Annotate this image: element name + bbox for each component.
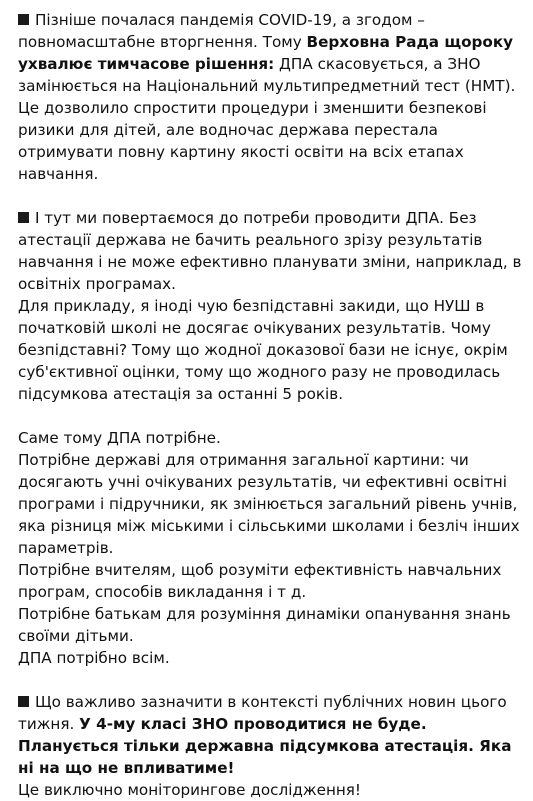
- black-square-bullet-icon: [18, 696, 29, 707]
- why-dpa-line-5: ДПА потрібно всім.: [18, 649, 170, 667]
- why-dpa-line-1: Саме тому ДПА потрібне.: [18, 429, 221, 447]
- news-end-text: Це виключно моніторингове дослідження!: [18, 781, 362, 799]
- paragraph-news: [18, 691, 527, 801]
- news-bold-text: У 4-му класі ЗНО проводитися не буде. Планується тільки державна підсумкова атестація. Яка ні на що не впливатиме!: [18, 715, 512, 777]
- black-square-bullet-icon: [18, 212, 29, 223]
- black-square-bullet-icon: [18, 14, 29, 25]
- dpa-need-line: [18, 207, 527, 295]
- why-dpa-line-3: Потрібне вчителям, щоб розуміти ефективність навчальних програм, способів викладання і т д.: [18, 561, 502, 601]
- news-intro-text: Що важливо зазначити в контексті публічних новин цього тижня.: [18, 693, 507, 733]
- dpa-need-text: І тут ми повертаємося до потреби проводити ДПА. Без атестації держава не бачить реального зрізу результатів навчання і не може ефективно планувати зміни, наприклад, в освітніх програмах.: [18, 209, 522, 293]
- pandemic-intro-text: Пізніше почалася пандемія COVID-19, а згодом – повномасштабне вторгнення. Тому: [18, 11, 425, 51]
- nush-example-text: Для прикладу, я іноді чую безпідставні закиди, що НУШ в початковій школі не досягає очікуваних результатів. Чому безпідставні? Тому що жодної доказової бази не існує, окрім суб'єктивної оцінки, тому що жодного разу не проводилась підсумкова атестація за останні 5 років.: [18, 297, 508, 403]
- paragraph-why-dpa: [18, 427, 527, 669]
- pandemic-bold-text: Верховна Рада щороку ухвалює тимчасове рішення:: [18, 33, 514, 73]
- news-line: [18, 691, 527, 779]
- paragraph-pandemic: [18, 9, 527, 185]
- pandemic-rest-text: ДПА скасовується, а ЗНО замінюється на Національний мультипредметний тест (НМТ). Це дозволило спростити процедури і зменшити безпекові ризики для дітей, але водночас держава перестала отримувати повну картину якості освіти на всіх етапах навчання.: [18, 55, 516, 183]
- why-dpa-line-2: Потрібне державі для отримання загальної картини: чи досягають учні очікуваних результатів, чи ефективні освітні програми і підручники, як змінюється загальний рівень учнів, яка різниця між міськими і сільськими школами і безліч інших параметрів.: [18, 451, 520, 557]
- why-dpa-line-4: Потрібне батькам для розуміння динаміки опанування знань своїми дітьми.: [18, 605, 511, 645]
- paragraph-dpa-need: [18, 207, 527, 405]
